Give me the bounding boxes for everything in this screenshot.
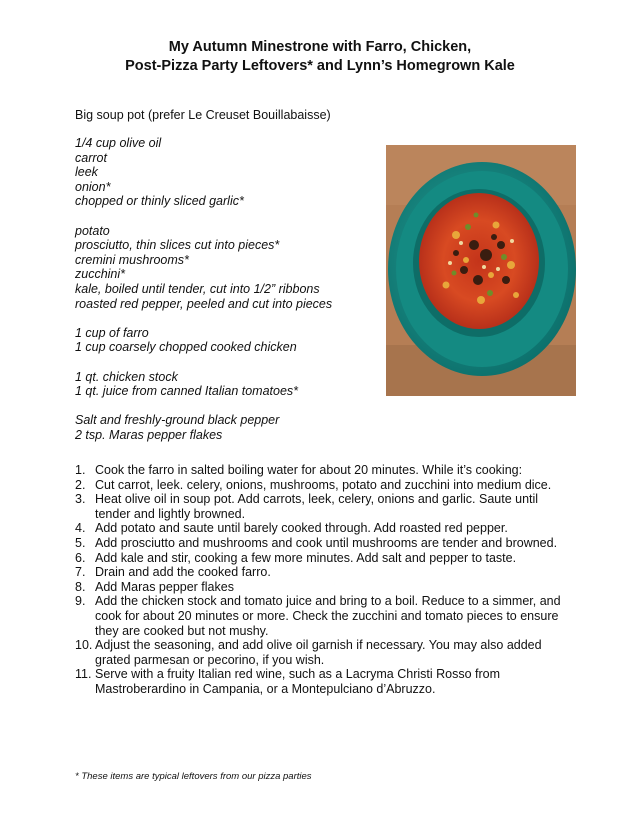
instruction-step bbox=[75, 478, 575, 493]
ingredient-item: kale, boiled until tender, cut into 1/2” ribbons bbox=[75, 281, 320, 296]
ingredient-item: potato bbox=[75, 223, 110, 238]
instruction-step bbox=[75, 667, 575, 696]
instruction-step bbox=[75, 536, 575, 551]
ingredient-item: prosciutto, thin slices cut into pieces* bbox=[75, 238, 280, 253]
instruction-step bbox=[75, 594, 575, 638]
step-text: Add prosciutto and mushrooms and cook until mushrooms are tender and browned. bbox=[95, 535, 558, 550]
step-number: 6. bbox=[75, 550, 86, 565]
ingredient-item: leek bbox=[75, 165, 98, 180]
ingredient-group bbox=[75, 370, 375, 399]
step-text: Cut carrot, leek. celery, onions, mushrooms, potato and zucchini into medium dice. bbox=[95, 477, 552, 492]
step-text: Drain and add the cooked farro. bbox=[95, 565, 271, 580]
ingredient-group bbox=[75, 136, 375, 209]
ingredient-item: Salt and freshly-ground black pepper bbox=[75, 413, 280, 428]
ingredient-group bbox=[75, 224, 375, 312]
instruction-step bbox=[75, 492, 575, 521]
instruction-step bbox=[75, 551, 575, 566]
step-number: 1. bbox=[75, 463, 86, 477]
instruction-step bbox=[75, 638, 575, 667]
ingredient-item: 1 qt. chicken stock bbox=[75, 369, 178, 384]
step-text: Add Maras pepper flakes bbox=[95, 579, 234, 594]
soup-photo bbox=[386, 145, 576, 396]
equipment-note: Big soup pot (prefer Le Creuset Bouillabaisse) bbox=[75, 108, 331, 122]
ingredient-item: 1 qt. juice from canned Italian tomatoes* bbox=[75, 384, 299, 399]
step-text: Cook the farro in salted boiling water for about 20 minutes. While it’s cooking: bbox=[95, 463, 523, 477]
ingredient-item: 1/4 cup olive oil bbox=[75, 136, 162, 150]
recipe-title-line-1: My Autumn Minestrone with Farro, Chicken, bbox=[168, 39, 472, 55]
step-number: 4. bbox=[75, 521, 86, 536]
instruction-step bbox=[75, 463, 575, 478]
ingredient-group bbox=[75, 413, 375, 442]
step-number: 10. bbox=[75, 638, 93, 653]
step-number: 7. bbox=[75, 565, 86, 580]
ingredient-item: 1 cup of farro bbox=[75, 325, 149, 340]
step-text: Add the chicken stock and tomato juice and bring to a boil. Reduce to a simmer, and cook for about 20 minutes or more. Check the zucchini and tomato pieces to ensure they are cooked but not mushy. bbox=[95, 594, 561, 638]
ingredient-item: cremini mushrooms* bbox=[75, 252, 189, 267]
recipe-title-line-2: Post-Pizza Party Leftovers* and Lynn’s Homegrown Kale bbox=[125, 58, 515, 74]
step-number: 11. bbox=[75, 667, 92, 682]
soup-bowl-image bbox=[386, 145, 576, 396]
ingredient-item: onion* bbox=[75, 179, 111, 194]
step-number: 3. bbox=[75, 492, 86, 507]
instruction-step bbox=[75, 565, 575, 580]
ingredient-list bbox=[75, 136, 375, 457]
step-text: Heat olive oil in soup pot. Add carrots, leek, celery, onions and garlic. Saute until tender and lightly browned. bbox=[95, 492, 539, 521]
step-text: Adjust the seasoning, and add olive oil garnish if necessary. You may also added grated parmesan or pecorino, if you wish. bbox=[95, 638, 542, 667]
instruction-step bbox=[75, 580, 575, 595]
ingredient-item: 2 tsp. Maras pepper flakes bbox=[75, 427, 223, 442]
step-number: 9. bbox=[75, 594, 86, 609]
step-number: 8. bbox=[75, 579, 86, 594]
step-number: 2. bbox=[75, 477, 86, 492]
ingredient-item: roasted red pepper, peeled and cut into pieces bbox=[75, 296, 333, 311]
instruction-list bbox=[75, 463, 575, 697]
ingredient-item: chopped or thinly sliced garlic* bbox=[75, 194, 244, 209]
step-text: Serve with a fruity Italian red wine, such as a Lacryma Christi Rosso from Mastroberardino in Campania, or a Montepulciano d’Abruzzo. bbox=[95, 667, 501, 696]
step-text: Add kale and stir, cooking a few more minutes. Add salt and pepper to taste. bbox=[95, 550, 517, 565]
recipe-title bbox=[0, 38, 640, 76]
instruction-step bbox=[75, 521, 575, 536]
ingredient-item: zucchini* bbox=[75, 267, 126, 282]
footnote: * These items are typical leftovers from our pizza parties bbox=[75, 771, 312, 782]
ingredient-group bbox=[75, 326, 375, 355]
step-number: 5. bbox=[75, 535, 86, 550]
ingredient-item: carrot bbox=[75, 150, 107, 165]
step-text: Add potato and saute until barely cooked through. Add roasted red pepper. bbox=[95, 521, 508, 536]
ingredient-item: 1 cup coarsely chopped cooked chicken bbox=[75, 340, 297, 355]
